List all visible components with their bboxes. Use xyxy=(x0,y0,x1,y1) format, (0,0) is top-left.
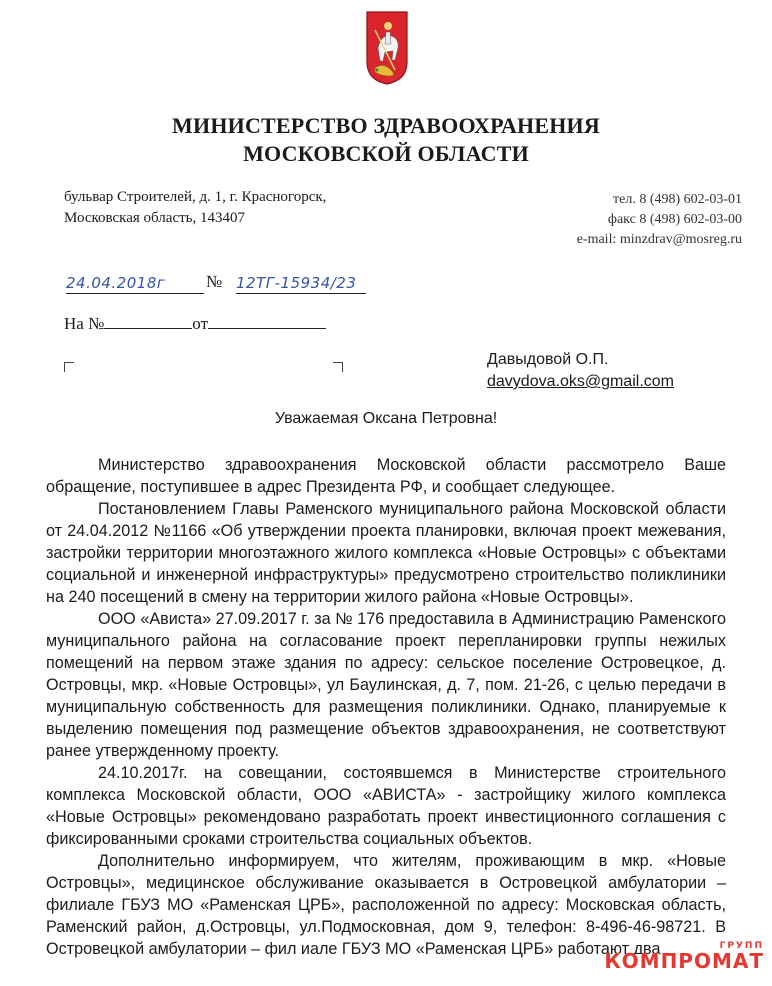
address-line2: Московская область, 143407 xyxy=(64,210,245,226)
moscow-oblast-coat-of-arms-icon xyxy=(365,10,409,86)
registration-row xyxy=(64,272,404,298)
ministry-title-line1: МИНИСТЕРСТВО ЗДРАВООХРАНЕНИЯ xyxy=(172,113,600,138)
address-line1: бульвар Строителей, д. 1, г. Красногорск, xyxy=(64,189,327,205)
contact-info xyxy=(577,190,742,250)
address-field-corner-right xyxy=(333,362,343,372)
letter-body xyxy=(46,454,726,960)
body-paragraph-5: Дополнительно информируем, что жителям, проживающим в мкр. «Новые Островцы», медицинское обслуживание оказывается в Островецкой амбулатории – филиале ГБУЗ МО «Раменская ЦРБ», расположенной по адресу: Московская область, Раменский район, д.Островцы, ул.Подмосковная, дом 9, телефон: 8-496-46-98721. В Островецкой амбулатории – фил иале ГБУЗ МО «Раменская ЦРБ» работают два xyxy=(46,852,726,958)
recipient-block xyxy=(487,349,674,393)
registration-number-label: № xyxy=(206,272,223,291)
address-field-corner-left xyxy=(64,362,74,372)
fax-text: факс 8 (498) 602-03-00 xyxy=(607,212,742,227)
body-paragraph-2: Постановлением Главы Раменского муниципального района Московской области от 24.04.2012 №1166 «Об утверждении проекта планировки, включая проект межевания, застройки территории многоэтажного жилого комплекса «Новые Островцы» с объектами социальной и инженерной инфраструктуры» предусмотрено строительство поликлиники на 240 посещений в смену на территории жилого района «Новые Островцы». xyxy=(46,500,726,606)
recipient-email: davydova.oks@gmail.com xyxy=(487,373,674,390)
ministry-title-line2: МОСКОВСКОЙ ОБЛАСТИ xyxy=(243,141,529,166)
body-paragraph-3: ООО «Ависта» 27.09.2017 г. за № 176 предоставила в Администрацию Раменского муниципального района на согласование проект перепланировки группы нежилых помещений на первом этаже здания по адресу: сельское поселение Островецкое, д. Островцы, мкр. «Новые Островцы», ул Баулинская, д. 7, пом. 21-26, с целью передачи в муниципальную собственность для размещения поликлиники. Однако, планируемые к выделению помещения под размещение объектов здравоохранения, не соответствуют ранее утвержденному проекту. xyxy=(46,610,726,760)
ministry-title xyxy=(0,112,772,168)
salutation: Уважаемая Оксана Петровна! xyxy=(274,410,498,427)
reference-row xyxy=(64,314,326,334)
recipient-name: Давыдовой О.П. xyxy=(487,351,609,368)
reference-date-blank xyxy=(208,314,326,329)
postal-address xyxy=(64,187,326,229)
phone-text: тел. 8 (498) 602-03-01 xyxy=(613,192,742,207)
body-paragraph-1: Министерство здравоохранения Московской области рассмотрело Ваше обращение, поступившее в адрес Президента РФ, и сообщает следующее. xyxy=(46,456,726,496)
watermark-brand-text: КОМПРОМАТ xyxy=(604,949,764,973)
body-paragraph-4: 24.10.2017г. на совещании, состоявшемся в Министерстве строительного комплекса Московской области, ООО «АВИСТА» - застройщику жилого комплекса «Новые Островцы» рекомендовано разработать проект инвестиционного соглашения с фиксированными сроками строительства социальных объектов. xyxy=(46,764,726,848)
watermark-stamp xyxy=(604,941,764,971)
registration-number: 12ТГ-15934/23 xyxy=(236,274,366,294)
reference-number-label: На № xyxy=(64,314,105,333)
registration-date: 24.04.2018г xyxy=(66,274,204,294)
reference-from-label: от xyxy=(192,314,209,333)
watermark-group-text: ГРУПП xyxy=(719,941,764,951)
email-text: e-mail: minzdrav@mosreg.ru xyxy=(576,232,742,247)
reference-number-blank xyxy=(104,314,192,329)
